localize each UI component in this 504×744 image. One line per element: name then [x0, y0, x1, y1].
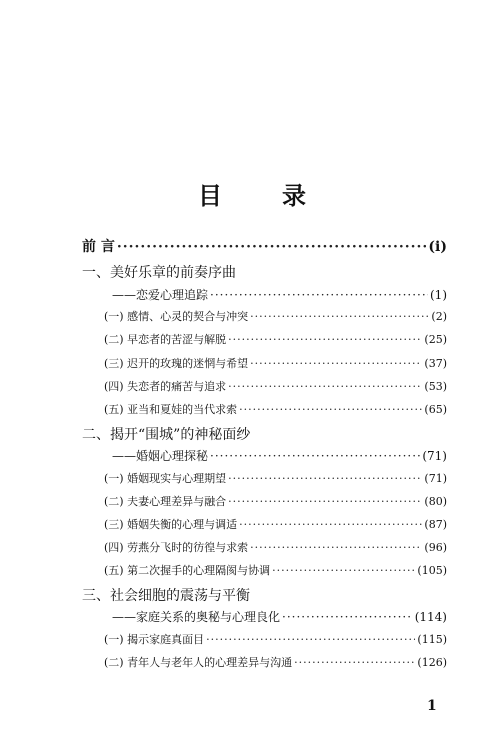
page-number: 1 — [427, 698, 437, 714]
toc-chapter-2-subtitle[interactable] — [112, 447, 447, 464]
toc-entry-page: (71) — [422, 449, 447, 463]
toc-entry[interactable] — [104, 516, 447, 532]
toc-chapter-1[interactable] — [82, 262, 236, 282]
toc-entry[interactable] — [104, 470, 447, 486]
toc-entry-page: (2) — [431, 310, 447, 323]
toc-entry-page: (96) — [424, 541, 447, 554]
toc-entry[interactable] — [104, 355, 447, 371]
toc-entry-label: (一) 婚姻现实与心理期望 — [104, 472, 227, 485]
leader-dots — [228, 380, 422, 393]
toc-entry-label: (五) 亚当和夏娃的当代求索 — [104, 403, 238, 416]
toc-entry[interactable] — [104, 562, 447, 578]
leader-dots — [250, 310, 429, 323]
toc-entry-page: (80) — [424, 495, 447, 508]
leader-dots — [210, 288, 428, 302]
toc-entry-label: (二) 夫妻心理差异与融合 — [104, 495, 227, 508]
toc-entry-page: (105) — [417, 564, 447, 577]
toc-entry-label: (一) 感情、心灵的契合与冲突 — [104, 310, 249, 323]
toc-entry-preface[interactable] — [82, 236, 447, 256]
toc-entry-page: (71) — [424, 472, 447, 485]
toc-chapter-label: 一、美好乐章的前奏序曲 — [82, 265, 236, 281]
toc-entry[interactable] — [104, 654, 447, 670]
toc-entry[interactable] — [104, 539, 447, 555]
toc-entry-label: (二) 青年人与老年人的心理差异与沟通 — [104, 656, 293, 669]
toc-entry-page: (114) — [414, 610, 447, 624]
leader-dots — [250, 357, 422, 370]
toc-entry-label: ——婚姻心理探秘 — [112, 449, 209, 463]
leader-dots — [228, 333, 422, 346]
toc-entry-page: (87) — [424, 518, 447, 531]
toc-chapter-2[interactable] — [82, 424, 250, 444]
toc-title-char-1: 目 — [198, 181, 222, 210]
toc-entry-label: (五) 第二次握手的心理隔阂与协调 — [104, 564, 271, 577]
toc-entry-page: (i) — [428, 239, 447, 255]
leader-dots — [210, 449, 420, 463]
toc-entry-page: (65) — [424, 403, 447, 416]
toc-entry[interactable] — [104, 308, 447, 324]
toc-title-char-2: 录 — [282, 181, 306, 210]
toc-entry[interactable] — [104, 631, 447, 647]
leader-dots — [228, 495, 422, 508]
leader-dots — [239, 403, 422, 416]
toc-entry-label: (三) 迟开的玫瑰的迷惘与希望 — [104, 357, 249, 370]
toc-entry-page: (37) — [424, 357, 447, 370]
toc-entry-page: (53) — [424, 380, 447, 393]
leader-dots — [250, 541, 422, 554]
toc-chapter-3-subtitle[interactable] — [112, 608, 447, 625]
toc-entry-label: (三) 婚姻失衡的心理与调适 — [104, 518, 238, 531]
toc-chapter-3[interactable] — [82, 585, 250, 605]
toc-entry-label: (一) 揭示家庭真面目 — [104, 633, 205, 646]
toc-entry-page: (25) — [424, 333, 447, 346]
toc-entry-label: (四) 失恋者的痛苦与追求 — [104, 380, 227, 393]
toc-entry-label: ——家庭关系的奥秘与心理良化 — [112, 610, 281, 624]
leader-dots — [294, 656, 415, 669]
toc-entry[interactable] — [104, 401, 447, 417]
leader-dots — [206, 633, 415, 646]
leader-dots — [282, 610, 413, 624]
toc-entry-label: (四) 劳燕分飞时的彷徨与求索 — [104, 541, 249, 554]
toc-entry-page: (115) — [417, 633, 447, 646]
toc-chapter-1-subtitle[interactable] — [112, 286, 447, 303]
toc-chapter-label: 三、社会细胞的震荡与平衡 — [82, 588, 250, 604]
toc-entry-page: (126) — [417, 656, 447, 669]
leader-dots — [117, 239, 427, 255]
toc-entry-label: (二) 早恋者的苦涩与解脱 — [104, 333, 227, 346]
toc-entry[interactable] — [104, 378, 447, 394]
toc-chapter-label: 二、揭开“围城”的神秘面纱 — [82, 427, 251, 443]
toc-entry-label: ——恋爱心理追踪 — [112, 288, 209, 302]
toc-entry-label: 前 言 — [82, 239, 115, 255]
leader-dots — [228, 472, 422, 485]
toc-entry[interactable] — [104, 493, 447, 509]
toc-entry-page: (1) — [430, 288, 447, 302]
toc-entry[interactable] — [104, 331, 447, 347]
leader-dots — [239, 518, 422, 531]
leader-dots — [272, 564, 415, 577]
